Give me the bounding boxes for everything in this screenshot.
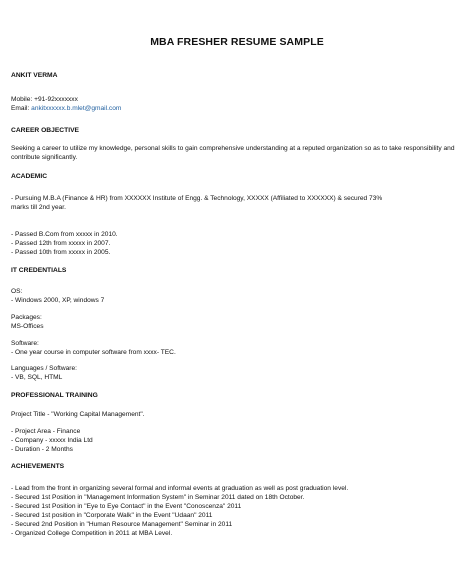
training-line: Project Title - "Working Capital Management".	[11, 411, 145, 418]
it-line: Packages:	[11, 314, 42, 321]
it-line: - One year course in computer software from xxxx- TEC.	[11, 349, 176, 356]
email-label: Email:	[11, 105, 32, 112]
achievements-heading: ACHIEVEMENTS	[11, 463, 65, 470]
academic-line: marks till 2nd year.	[11, 204, 66, 211]
achievement-line: - Secured 1st position in "Corporate Walk" in the Event "Udaan" 2011	[11, 512, 213, 519]
achievement-line: - Secured 1st Position in "Management Information System" in Seminar 2011 dated on 18th October.	[11, 494, 305, 501]
career-objective-heading: CAREER OBJECTIVE	[11, 127, 80, 134]
achievement-line: - Secured 1st Position in "Eye to Eye Contact" in the Event "Conoscenza" 2011	[11, 503, 242, 510]
it-line: OS:	[11, 288, 23, 295]
candidate-name: ANKIT VERMA	[11, 72, 58, 79]
it-line: MS-Offices	[11, 323, 44, 330]
it-credentials-heading: IT CREDENTIALS	[11, 267, 67, 274]
email-line	[11, 105, 121, 114]
academic-line: - Pursuing M.B.A (Finance & HR) from XXXXXX Institute of Engg. & Technology, XXXXX (Affiliated to XXXXXX) & secured 73%	[11, 195, 383, 202]
academic-line: - Passed 10th from xxxxx in 2005.	[11, 249, 111, 256]
training-line: - Company - xxxxx India Ltd	[11, 437, 93, 444]
training-line: - Duration - 2 Months	[11, 446, 73, 453]
career-objective-text: Seeking a career to utilize my knowledge, personal skills to gain comprehensive understanding at a reputed organization so as to take responsibility and contribute significantly.	[11, 145, 455, 161]
it-line: - Windows 2000, XP, windows 7	[11, 297, 105, 304]
page-title: MBA FRESHER RESUME SAMPLE	[150, 36, 324, 48]
it-line: Software:	[11, 340, 39, 347]
email-link[interactable]: ankitxxxxxx.b.mlet@gmail.com	[31, 105, 122, 112]
training-line: - Project Area - Finance	[11, 428, 81, 435]
mobile-line: Mobile: +91-92xxxxxxx	[11, 96, 78, 103]
academic-line: - Passed B.Com from xxxxx in 2010.	[11, 231, 118, 238]
it-line: - VB, SQL, HTML	[11, 374, 63, 381]
achievement-line: - Organized College Competition in 2011 at MBA Level.	[11, 530, 173, 537]
academic-line: - Passed 12th from xxxxx in 2007.	[11, 240, 111, 247]
academic-heading: ACADEMIC	[11, 173, 48, 180]
achievement-line: - Lead from the front in organizing several formal and informal events at graduation as well as post graduation level.	[11, 485, 349, 492]
professional-training-heading: PROFESSIONAL TRAINING	[11, 392, 98, 399]
it-line: Languages / Software:	[11, 365, 77, 372]
achievement-line: - Secured 2nd Position in "Human Resource Management" Seminar in 2011	[11, 521, 233, 528]
